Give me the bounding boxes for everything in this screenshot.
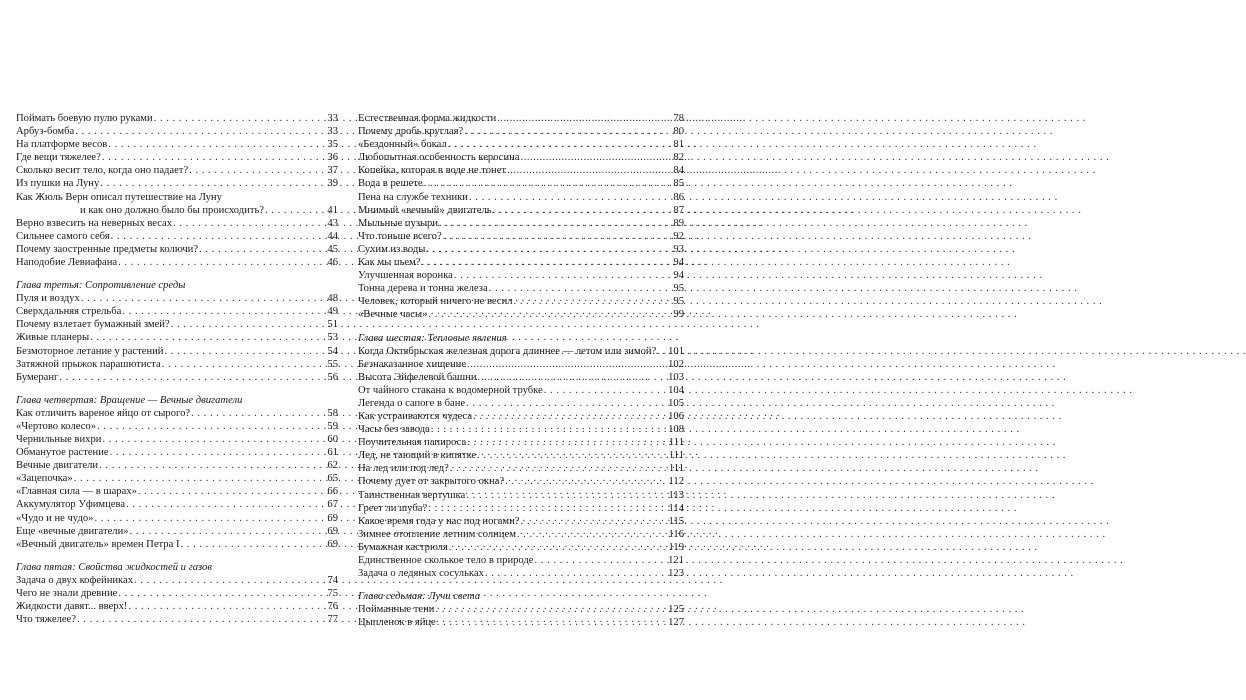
toc-entry[interactable]	[358, 204, 684, 217]
toc-entry-page: 69	[327, 525, 338, 537]
dot-leader	[126, 498, 326, 511]
dot-leader	[521, 515, 668, 528]
toc-entry-page: 95	[673, 296, 684, 308]
toc-entry-page: 41	[327, 204, 338, 216]
toc-entry[interactable]	[16, 191, 338, 204]
toc-entry-page: 87	[673, 204, 684, 216]
toc-entry-title: Человек, который ничего не весил	[358, 296, 513, 308]
dot-leader	[514, 295, 673, 308]
toc-entry-page: 95	[673, 283, 684, 295]
toc-entry[interactable]	[16, 538, 338, 551]
dot-leader	[493, 204, 673, 217]
chapter-spacer	[358, 322, 684, 332]
toc-entry-page: 108	[668, 424, 684, 436]
toc-entry-page: 75	[327, 587, 338, 599]
dot-leader	[467, 436, 668, 449]
toc-entry[interactable]	[358, 256, 684, 269]
toc-entry-title: «Главная сила — в шарах»	[16, 486, 137, 498]
toc-entry-title: Греет ли шуба?	[358, 502, 428, 514]
dot-leader	[466, 397, 667, 410]
toc-entry-page: 114	[668, 502, 684, 514]
toc-entry-title: Естественная форма жидкости	[358, 113, 497, 124]
toc-entry-page: 36	[327, 152, 338, 164]
toc-entry-page: 103	[668, 371, 684, 383]
toc-entry-title: Задача о ледяных сосульках	[358, 568, 484, 580]
toc-entry[interactable]	[358, 616, 684, 629]
toc-entry-title: Наподобие Левиафана	[16, 257, 118, 269]
toc-entry[interactable]	[358, 345, 684, 358]
toc-entry-page: 85	[673, 178, 684, 190]
toc-entry-page: 69	[327, 512, 338, 524]
dot-leader	[199, 243, 326, 256]
chapter-spacer	[16, 269, 338, 279]
toc-entry-page: 45	[327, 243, 338, 255]
toc-entry-title: Жидкости давят... вверх!	[16, 601, 128, 612]
toc-entry-title: Как отличить вареное яйцо от сырого?	[16, 407, 191, 419]
toc-entry[interactable]	[16, 112, 338, 125]
toc-entry[interactable]	[358, 308, 684, 321]
toc-entry[interactable]	[16, 433, 338, 446]
dot-leader	[97, 420, 326, 433]
toc-entry[interactable]	[358, 436, 684, 449]
dot-leader	[485, 567, 667, 580]
toc-entry-page: 84	[673, 165, 684, 177]
toc-entry-title: На лед или под лед?	[358, 463, 449, 475]
toc-entry-title: Какое время года у нас под ногами?	[358, 515, 520, 527]
toc-entry-title: Пойманные тени	[358, 604, 435, 616]
dot-leader	[466, 489, 667, 502]
toc-entry[interactable]	[16, 525, 338, 538]
dot-leader	[424, 177, 673, 190]
dot-leader	[449, 541, 668, 554]
dot-leader	[94, 512, 326, 525]
toc-entry-page: 54	[327, 345, 338, 357]
toc-entry-title: Единственное сколькое тело в природе	[358, 555, 534, 566]
toc-entry[interactable]	[358, 269, 684, 282]
toc-entry-page: 113	[668, 489, 684, 501]
toc-entry-page: 121	[668, 555, 684, 566]
toc-entry-page: 112	[668, 476, 684, 488]
toc-entry[interactable]	[16, 358, 338, 371]
toc-entry-page: 102	[668, 358, 684, 370]
dot-leader	[110, 446, 327, 459]
dot-leader	[428, 502, 667, 515]
toc-entry-page: 111	[668, 463, 684, 475]
toc-entry-page: 62	[327, 460, 338, 472]
toc-entry-title: Лед, не тающий в кипятке	[358, 450, 477, 462]
toc-entry-title: Улучшенная воронка	[358, 270, 453, 282]
toc-left-column	[16, 112, 338, 626]
toc-entry-page: 82	[673, 152, 684, 164]
dot-leader	[507, 164, 672, 177]
toc-entry-title: Еще «вечные двигатели»	[16, 525, 129, 537]
toc-entry-page: 115	[668, 515, 684, 527]
dot-leader	[173, 217, 326, 230]
dot-leader	[118, 587, 326, 600]
dot-leader	[100, 177, 326, 190]
toc-entry[interactable]	[358, 489, 684, 502]
chapter-heading: Глава седьмая: Лучи света	[358, 591, 481, 603]
dot-leader	[422, 256, 673, 269]
toc-entry[interactable]	[16, 151, 338, 164]
toc-entry-title: Вода в решете	[358, 178, 423, 190]
toc-entry-title: Живые планеры	[16, 332, 90, 344]
toc-entry-title: Цыпленок в яйце	[358, 617, 436, 629]
toc-entry-page: 43	[327, 217, 338, 229]
toc-entry-page: 111	[668, 437, 684, 449]
toc-entry[interactable]	[16, 446, 338, 459]
dot-leader	[162, 358, 327, 371]
toc-entry-title: Когда Октябрьская железная дорога длиннее — летом или зимой?	[358, 345, 657, 357]
dot-leader	[191, 407, 326, 420]
toc-entry-title: Бумеранг	[16, 371, 59, 383]
toc-entry-page: 105	[668, 397, 684, 409]
toc-entry-title: Обманутое растение	[16, 447, 109, 459]
toc-entry-title: Высота Эйфелевой башни	[358, 371, 477, 383]
toc-entry-title: Мыльные пузыри	[358, 217, 439, 229]
toc-entry[interactable]	[358, 217, 684, 230]
toc-right-column	[358, 112, 684, 629]
chapter-spacer	[358, 580, 684, 590]
toc-entry-title: Как Жюль Верн описал путешествие на Луну	[16, 191, 222, 203]
toc-entry-title: Поймать боевую пулю руками	[16, 113, 153, 124]
toc-entry[interactable]	[358, 410, 684, 423]
toc-entry-title: Пуля и воздух	[16, 293, 80, 305]
toc-entry-title: Почему взлетает бумажный змей?	[16, 319, 170, 331]
toc-entry-page: 46	[327, 257, 338, 269]
dot-leader	[450, 462, 668, 475]
toc-entry-title: Как устраиваются чудеса	[358, 410, 473, 422]
toc-entry-title: Копейка, которая в воде не тонет	[358, 165, 507, 177]
toc-entry-title: Легенда о сапоге в бане	[358, 397, 466, 409]
toc-entry-page: 89	[673, 217, 684, 229]
toc-entry-title: Часы без завода	[358, 424, 430, 436]
toc-entry[interactable]	[16, 498, 338, 511]
toc-entry[interactable]	[16, 243, 338, 256]
toc-entry-title: Сухим из воды	[358, 243, 426, 255]
toc-entry[interactable]	[16, 292, 338, 305]
toc-entry-page: 74	[327, 574, 338, 586]
toc-entry[interactable]	[16, 371, 338, 384]
dot-leader	[265, 204, 326, 217]
dot-leader	[435, 603, 667, 616]
toc-entry[interactable]	[358, 475, 684, 488]
toc-entry-page: 58	[327, 407, 338, 419]
toc-entry-title: Почему дробь круглая?	[358, 126, 464, 138]
toc-entry-title: Аккумулятор Уфимцева	[16, 499, 126, 511]
toc-entry[interactable]	[358, 243, 684, 256]
toc-entry-title: Что тяжелее?	[16, 614, 76, 626]
toc-entry-title: Вечные двигатели	[16, 460, 99, 472]
toc-entry[interactable]	[358, 554, 684, 567]
toc-entry-title: Бумажная кастрюля	[358, 541, 448, 553]
dot-leader	[171, 318, 327, 331]
toc-entry-title: и как оно должно было бы происходить?	[80, 204, 264, 216]
toc-entry-page: 94	[673, 270, 684, 282]
dot-leader	[657, 345, 667, 358]
dot-leader	[464, 125, 672, 138]
toc-entry-page: 77	[327, 614, 338, 626]
toc-entry[interactable]	[358, 164, 684, 177]
toc-entry-title: Любопытная особенность керосина	[358, 152, 520, 164]
toc-entry-page: 56	[327, 371, 338, 383]
dot-leader	[478, 371, 668, 384]
toc-entry-title: Мнимый «вечный» двигатель	[358, 204, 492, 216]
dot-leader	[99, 459, 326, 472]
toc-entry[interactable]	[358, 541, 684, 554]
toc-entry[interactable]	[16, 318, 338, 331]
toc-entry[interactable]	[358, 449, 684, 462]
toc-entry-page: 76	[327, 601, 338, 612]
toc-entry[interactable]	[16, 485, 338, 498]
toc-entry-title: Таинственная вертушка	[358, 489, 466, 501]
toc-entry[interactable]	[358, 502, 684, 515]
dot-leader	[77, 613, 326, 626]
dot-leader	[102, 433, 326, 446]
toc-entry-page: 93	[673, 243, 684, 255]
toc-entry-title: Что тоньше всего?	[358, 230, 442, 242]
dot-leader	[122, 305, 326, 318]
toc-entry-page: 67	[327, 499, 338, 511]
toc-entry-page: 59	[327, 420, 338, 432]
toc-entry[interactable]	[358, 295, 684, 308]
toc-entry[interactable]	[16, 256, 338, 269]
dot-leader	[439, 217, 672, 230]
toc-entry[interactable]	[358, 191, 684, 204]
toc-entry-title: Пена на службе техники	[358, 191, 468, 203]
toc-entry-page: 127	[668, 617, 684, 629]
toc-entry[interactable]	[358, 282, 684, 295]
toc-entry[interactable]	[16, 331, 338, 344]
toc-entry-page: 116	[668, 528, 684, 540]
toc-entry-title: Чего не знали древние	[16, 587, 118, 599]
toc-entry-title: Безмоторное летание у растений	[16, 345, 164, 357]
dot-leader	[154, 112, 327, 125]
dot-leader	[102, 151, 327, 164]
toc-entry-title: Сильнее самого себя	[16, 230, 110, 242]
dot-leader	[130, 525, 327, 538]
toc-entry[interactable]	[16, 407, 338, 420]
toc-entry-title: «Бездонный» бокал	[358, 139, 447, 151]
toc-entry[interactable]	[16, 600, 338, 613]
dot-leader	[437, 616, 667, 629]
toc-entry-title: «Зацепочка»	[16, 473, 73, 485]
toc-entry-page: 51	[327, 319, 338, 331]
toc-entry-page: 37	[327, 165, 338, 177]
dot-leader	[128, 600, 326, 613]
toc-entry-page: 92	[673, 230, 684, 242]
toc-entry-title: Затяжной прыжок парашютиста	[16, 358, 161, 370]
toc-entry[interactable]	[358, 177, 684, 190]
dot-leader	[81, 292, 327, 305]
toc-entry[interactable]	[358, 151, 684, 164]
toc-entry[interactable]	[358, 462, 684, 475]
toc-entry-page: 35	[327, 139, 338, 151]
toc-entry[interactable]	[358, 528, 684, 541]
toc-entry[interactable]	[358, 384, 684, 397]
toc-entry[interactable]	[16, 204, 338, 217]
dot-leader	[428, 308, 672, 321]
dot-leader	[469, 191, 672, 204]
toc-entry-page: 48	[327, 293, 338, 305]
dot-leader	[467, 358, 667, 371]
dot-leader	[431, 423, 667, 436]
toc-entry[interactable]	[16, 459, 338, 472]
toc-entry[interactable]	[16, 125, 338, 138]
toc-entry-page: 55	[327, 358, 338, 370]
dot-leader	[180, 538, 326, 551]
toc-entry-title: Сверхдальняя стрельба	[16, 306, 122, 318]
toc-entry-page: 33	[327, 113, 338, 124]
dot-leader	[74, 472, 327, 485]
toc-entry-title: Почему дует от закрытого окна?	[358, 476, 505, 488]
toc-entry[interactable]	[16, 574, 338, 587]
toc-entry-page: 60	[327, 433, 338, 445]
toc-entry[interactable]	[358, 567, 684, 580]
dot-leader	[544, 384, 667, 397]
toc-entry-page: 66	[327, 486, 338, 498]
toc-entry-page: 123	[668, 568, 684, 580]
toc-entry[interactable]	[358, 112, 684, 125]
toc-entry-page: 119	[668, 541, 684, 553]
toc-entry-title: Из пушки на Луну	[16, 178, 100, 190]
chapter-heading: Глава четвертая: Вращение — Вечные двигатели	[16, 394, 243, 406]
toc-entry[interactable]	[358, 358, 684, 371]
dot-leader	[111, 230, 327, 243]
toc-entry[interactable]	[358, 397, 684, 410]
chapter-heading: Глава третья: Сопротивление среды	[16, 280, 186, 292]
dot-leader	[138, 485, 327, 498]
toc-entry-title: Сколько весит тело, когда оно падает?	[16, 165, 189, 177]
toc-entry-title: Арбуз-бомба	[16, 126, 75, 138]
dot-leader	[426, 243, 672, 256]
toc-entry-title: Поучительная папироса	[358, 437, 467, 449]
toc-entry-page: 44	[327, 230, 338, 242]
toc-entry-page: 78	[673, 113, 684, 124]
toc-entry-title: Как мы пьем?	[358, 257, 421, 269]
toc-entry-title: Верно взвесить на неверных весах	[16, 217, 173, 229]
toc-entry-page: 111	[668, 450, 684, 462]
toc-entry[interactable]	[16, 613, 338, 626]
toc-entry-page: 49	[327, 306, 338, 318]
toc-entry[interactable]	[358, 603, 684, 616]
chapter-heading: Глава шестая: Тепловые явления	[358, 332, 507, 344]
dot-leader	[517, 528, 668, 541]
toc-entry-title: «Чудо и не чудо»	[16, 512, 94, 524]
toc-entry[interactable]	[16, 420, 338, 433]
dot-leader	[90, 331, 326, 344]
chapter-spacer	[16, 384, 338, 394]
toc-entry[interactable]	[358, 515, 684, 528]
toc-entry-title: Зимнее отопление летним солнцем	[358, 528, 516, 540]
dot-leader	[497, 112, 672, 125]
toc-entry-page: 81	[673, 139, 684, 151]
dot-leader	[448, 138, 673, 151]
dot-leader	[164, 345, 326, 358]
toc-entry-page: 39	[327, 178, 338, 190]
toc-entry[interactable]	[16, 230, 338, 243]
dot-leader	[473, 410, 667, 423]
dot-leader	[521, 151, 673, 164]
dot-leader	[59, 371, 326, 384]
toc-entry[interactable]	[16, 138, 338, 151]
toc-entry-title: Задача о двух кофейниках	[16, 574, 134, 586]
toc-entry-page: 65	[327, 473, 338, 485]
dot-leader	[108, 138, 326, 151]
toc-entry[interactable]	[16, 472, 338, 485]
toc-entry-page: 33	[327, 126, 338, 138]
dot-leader	[477, 449, 668, 462]
dot-leader	[454, 269, 673, 282]
chapter-heading: Глава пятая: Свойства жидкостей и газов	[16, 561, 212, 573]
toc-entry-page: 53	[327, 332, 338, 344]
toc-entry-page: 86	[673, 191, 684, 203]
dot-leader	[75, 125, 326, 138]
toc-entry[interactable]	[16, 177, 338, 190]
toc-entry[interactable]	[16, 217, 338, 230]
toc-entry[interactable]	[358, 230, 684, 243]
dot-leader	[189, 164, 326, 177]
dot-leader	[535, 554, 668, 567]
toc-entry-page: 125	[668, 604, 684, 616]
toc-entry-title: От чайного стакана к водомерной трубке	[358, 384, 543, 396]
toc-entry-title: «Вечный двигатель» времен Петра I	[16, 538, 180, 550]
chapter-spacer	[16, 551, 338, 561]
toc-entry[interactable]	[358, 138, 684, 151]
toc-entry-title: Тонна дерева и тонна железа	[358, 283, 488, 295]
toc-entry-title: Где вещи тяжелее?	[16, 152, 101, 164]
toc-entry[interactable]	[16, 345, 338, 358]
dot-leader	[134, 574, 326, 587]
toc-entry[interactable]	[16, 512, 338, 525]
toc-entry[interactable]	[358, 423, 684, 436]
dot-leader	[505, 475, 667, 488]
toc-entry-page: 69	[327, 538, 338, 550]
toc-entry[interactable]	[16, 587, 338, 600]
toc-entry[interactable]	[16, 164, 338, 177]
dot-leader	[118, 256, 326, 269]
toc-entry-page: 106	[668, 410, 684, 422]
toc-entry[interactable]	[358, 371, 684, 384]
toc-entry-page: 61	[327, 447, 338, 459]
dot-leader	[443, 230, 673, 243]
toc-entry[interactable]	[16, 305, 338, 318]
toc-entry-title: «Вечные часы»	[358, 309, 428, 321]
dot-leader	[489, 282, 673, 295]
toc-entry[interactable]	[358, 125, 684, 138]
toc-entry-title: Почему заостренные предметы колючи?	[16, 243, 199, 255]
toc-entry-page: 104	[668, 384, 684, 396]
toc-entry-page: 80	[673, 126, 684, 138]
toc-entry-title: На платформе весов	[16, 139, 108, 151]
toc-entry-page: 101	[668, 345, 684, 357]
toc-entry-page: 94	[673, 257, 684, 269]
toc-entry-title: «Чертово колесо»	[16, 420, 97, 432]
toc-entry-page: 99	[673, 309, 684, 321]
toc-entry-title: Безнаказанное хищение	[358, 358, 467, 370]
toc-entry-title: Чернильные вихри	[16, 433, 102, 445]
